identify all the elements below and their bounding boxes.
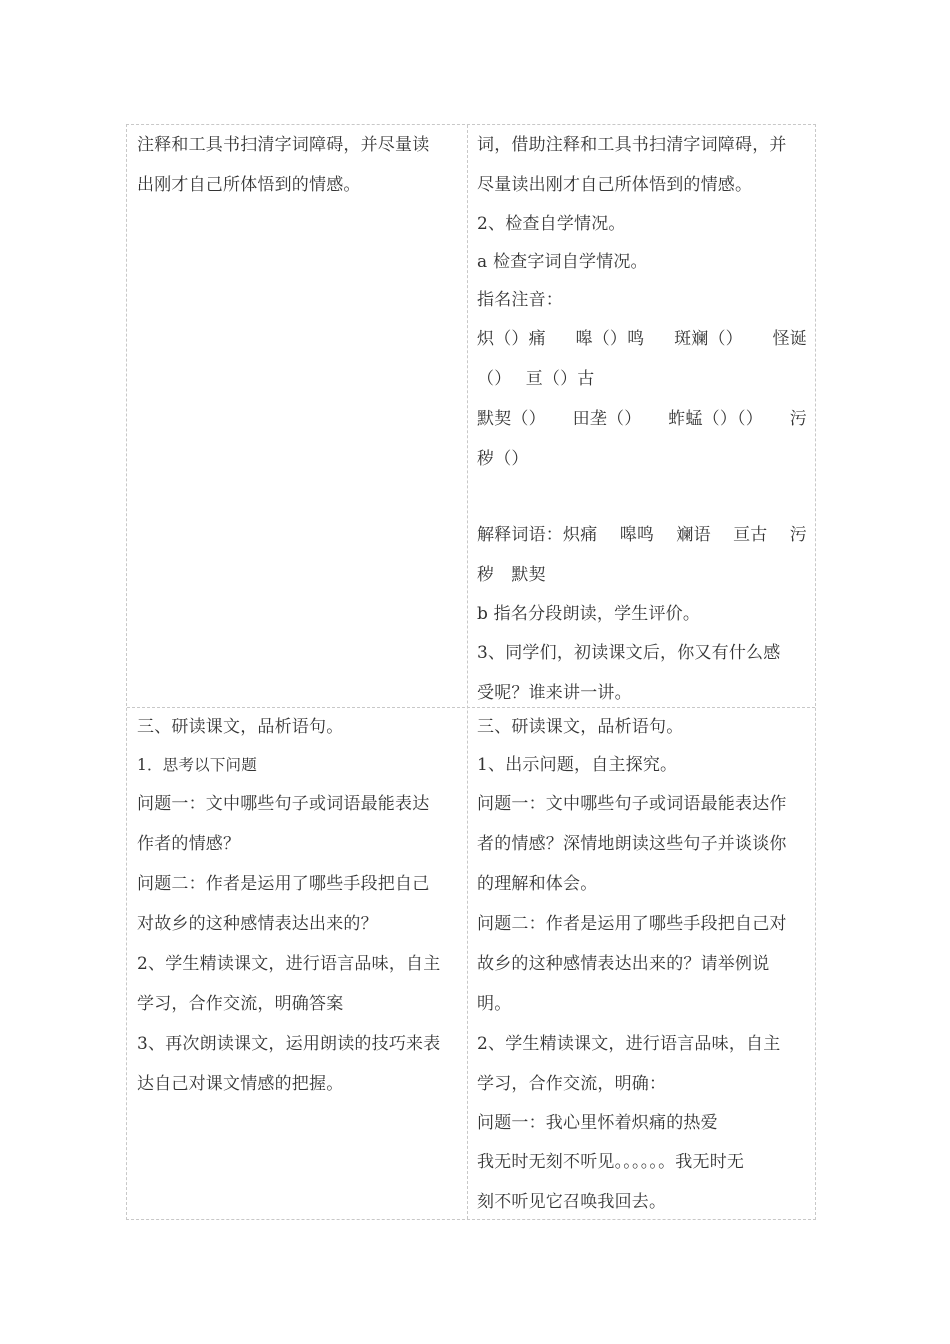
pinyin-item: 嗥（）鸣 [575, 329, 645, 349]
text-line: 刻不听见它召唤我回去。 [477, 1192, 667, 1212]
blank-line [477, 479, 807, 515]
text-line: 作者的情感？ [137, 834, 241, 854]
text-line: 出刚才自己所体悟到的情感。 [137, 175, 361, 195]
text-line: 1、出示问题，自主探究。 [477, 755, 678, 775]
text-line: 问题二：作者是运用了哪些手段把自己 [137, 874, 430, 894]
explain-item: 解释词语：炽痛 [477, 525, 598, 545]
section-heading: 三、研读课文，品析语句。 [477, 717, 684, 737]
text-line: a 检查字词自学情况。 [477, 252, 648, 272]
text-line: 指名注音： [477, 290, 563, 310]
row2-student-cell [127, 708, 467, 1104]
pinyin-item: 炽（）痛 [477, 329, 546, 349]
row1-teacher-cell [468, 125, 815, 713]
pinyin-item: 蚱蜢（）（） [668, 409, 763, 429]
text-line: 3、再次朗读课文，运用朗读的技巧来表 [137, 1034, 441, 1054]
text-line: 问题一：我心里怀着炽痛的热爱 [477, 1113, 718, 1133]
text-line: 对故乡的这种感情表达出来的？ [137, 914, 378, 934]
text-line: 1．思考以下问题 [137, 756, 257, 774]
text-line: 2、检查自学情况。 [477, 214, 626, 234]
section-heading: 三、研读课文，品析语句。 [137, 717, 344, 737]
text-line: 故乡的这种感情表达出来的？请举例说 [477, 954, 770, 974]
text-line: 2、学生精读课文，进行语言品味，自主 [477, 1034, 781, 1054]
text-line: （） 亘（）古 [477, 369, 595, 389]
text-line: 注释和工具书扫清字词障碍，并尽量读 [137, 135, 430, 155]
text-line: 达自己对课文情感的把握。 [137, 1074, 344, 1094]
text-line: 3、同学们，初读课文后，你又有什么感 [477, 643, 781, 663]
row2-teacher-cell [468, 708, 815, 1222]
lesson-plan-table [126, 124, 816, 1220]
text-line: 学习，合作交流，明确： [477, 1074, 667, 1094]
explain-item: 嗥鸣 [619, 525, 655, 545]
explain-item: 斓语 [676, 525, 711, 545]
text-line: 问题一：文中哪些句子或词语最能表达作 [477, 794, 787, 814]
explain-item: 亘古 [733, 525, 768, 545]
row1-student-cell [127, 125, 467, 205]
text-line: 者的情感？深情地朗读这些句子并谈谈你 [477, 834, 787, 854]
text-line: 学习，合作交流，明确答案 [137, 994, 344, 1014]
explain-item: 污 [789, 525, 807, 545]
pinyin-item: 默契（） [477, 409, 546, 429]
text-line: 2、学生精读课文，进行语言品味，自主 [137, 954, 441, 974]
pinyin-row [477, 399, 807, 439]
text-line: b 指名分段朗读，学生评价。 [477, 604, 701, 624]
pinyin-item: 田垄（） [572, 409, 642, 429]
pinyin-row [477, 319, 807, 359]
pinyin-item: 污 [789, 409, 807, 429]
text-line: 我无时无刻不听见。。。。。。我无时无 [477, 1152, 745, 1172]
text-line: 受呢？谁来讲一讲。 [477, 683, 632, 703]
text-line: 问题二：作者是运用了哪些手段把自己对 [477, 914, 787, 934]
text-line: 尽量读出刚才自己所体悟到的情感。 [477, 175, 753, 195]
text-line: 词，借助注释和工具书扫清字词障碍，并 [477, 135, 787, 155]
text-line: 明。 [477, 994, 512, 1014]
text-line: 问题一：文中哪些句子或词语最能表达 [137, 794, 430, 814]
text-line: 的理解和体会。 [477, 874, 598, 894]
pinyin-item: 斑斓（） [674, 329, 743, 349]
pinyin-item: 怪诞 [772, 329, 807, 349]
text-line: 秽 默契 [477, 565, 546, 585]
explain-row [477, 515, 807, 555]
text-line: 秽（） [477, 449, 529, 469]
